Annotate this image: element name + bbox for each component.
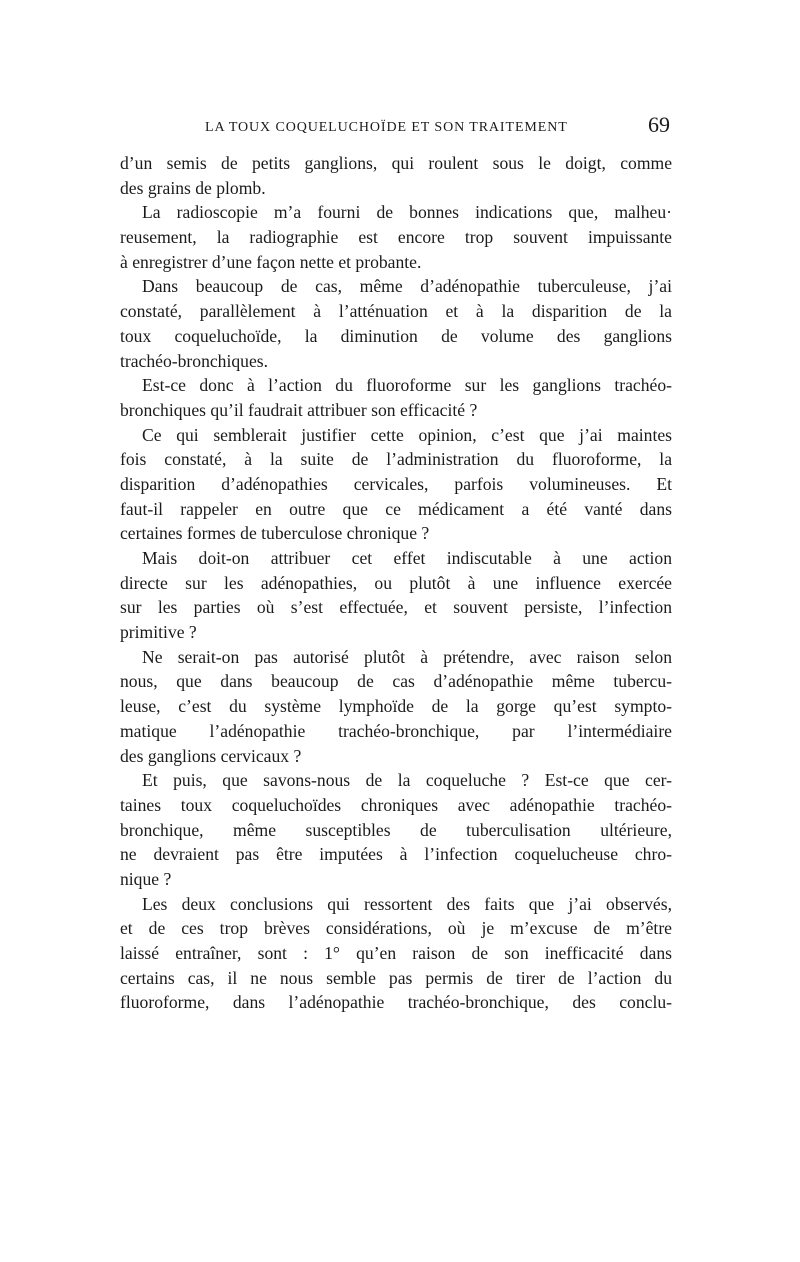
text-line: sur les parties où s’est effectuée, et souvent persiste, l’infection (120, 597, 672, 618)
text-line: et de ces trop brèves considérations, où je m’excuse de m’être (120, 918, 672, 939)
text-line: Et puis, que savons-nous de la coqueluche ? Est-ce que cer- (142, 770, 672, 791)
running-title: LA TOUX COQUELUCHOÏDE ET SON TRAITEMENT (205, 120, 568, 135)
text-line: d’un semis de petits ganglions, qui roulent sous le doigt, comme (120, 153, 672, 173)
text-line: disparition d’adénopathies cervicales, parfois volumineuses. Et (120, 473, 672, 494)
page-header (120, 112, 670, 142)
text-line: nique ? (120, 868, 172, 889)
text-line: leuse, c’est du système lymphoïde de la gorge qu’est sympto- (120, 696, 672, 717)
text-line: Dans beaucoup de cas, même d’adénopathie tuberculeuse, j’ai (142, 276, 672, 297)
text-line: reusement, la radiographie est encore trop souvent impuissante (120, 227, 672, 248)
text-line: directe sur les adénopathies, ou plutôt à une influence exercée (120, 572, 672, 593)
text-line: fois constaté, à la suite de l’administration du fluoroforme, la (120, 449, 672, 470)
body-text (120, 151, 672, 1015)
text-line: laissé entraîner, sont : 1° qu’en raison de son inefficacité dans (120, 943, 672, 963)
text-line: des ganglions cervicaux ? (120, 745, 302, 766)
text-line: toux coqueluchoïde, la diminution de volume des ganglions (120, 325, 672, 346)
text-line: certains cas, il ne nous semble pas permis de tirer de l’action du (120, 967, 672, 988)
text-line: Ce qui semblerait justifier cette opinion, c’est que j’ai maintes (142, 424, 672, 445)
text-line: Ne serait-on pas autorisé plutôt à prétendre, avec raison selon (142, 646, 672, 667)
text-line: Les deux conclusions qui ressortent des faits que j’ai observés, (142, 893, 672, 914)
text-line: à enregistrer d’une façon nette et probante. (120, 251, 422, 272)
text-line: bronchique, même susceptibles de tuberculisation ultérieure, (120, 819, 672, 840)
text-line: taines toux coqueluchoïdes chroniques avec adénopathie trachéo- (120, 794, 672, 815)
text-line: trachéo-bronchiques. (120, 350, 269, 371)
text-line: matique l’adénopathie trachéo-bronchique, par l’intermédiaire (120, 720, 672, 741)
text-line: des grains de plomb. (120, 177, 266, 198)
text-line: nous, que dans beaucoup de cas d’adénopathie même tubercu- (120, 671, 672, 692)
text-line: faut-il rappeler en outre que ce médicament a été vanté dans (120, 498, 672, 519)
text-line: fluoroforme, dans l’adénopathie trachéo-bronchique, des conclu- (120, 992, 672, 1013)
text-line: bronchiques qu’il faudrait attribuer son efficacité ? (120, 399, 478, 420)
page-number: 69 (648, 112, 670, 137)
text-line: Est-ce donc à l’action du fluoroforme sur les ganglions trachéo- (142, 375, 672, 396)
text-line: certaines formes de tuberculose chronique ? (120, 523, 430, 544)
text-line: La radioscopie m’a fourni de bonnes indications que, malheu· (142, 202, 672, 223)
text-line: ne devraient pas être imputées à l’infection coquelucheuse chro- (120, 844, 672, 865)
text-line: Mais doit-on attribuer cet effet indiscutable à une action (142, 548, 672, 568)
text-line: primitive ? (120, 622, 197, 643)
text-line: constaté, parallèlement à l’atténuation et à la disparition de la (120, 301, 672, 322)
